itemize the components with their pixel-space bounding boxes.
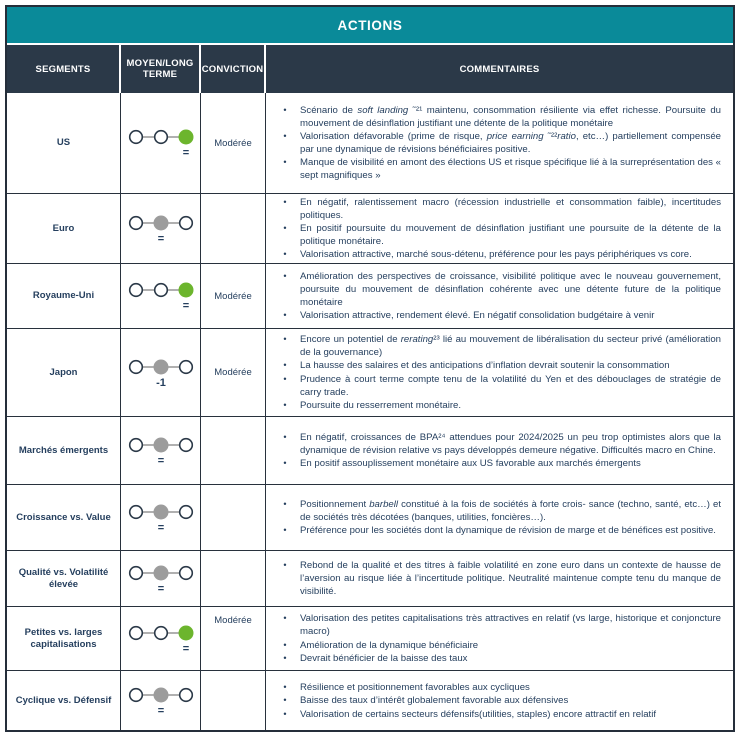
table-title: ACTIONS <box>7 7 733 45</box>
term-indicator <box>124 623 198 655</box>
comment-text: En négatif, croissances de BPA²⁴ attendues pour 2024/2025 un peu trop optimistes alors que la dynamique de révision relative vs pays développés demeure négative. Difficultés macro en Chine. <box>300 431 721 456</box>
comments-cell <box>266 551 733 606</box>
comment-text: Prudence à court terme compte tenu de la volatilité du Yen et des débouclages de stratégie de carry trade. <box>300 373 721 398</box>
comments-cell <box>266 329 733 416</box>
conviction-value: Modérée <box>201 93 266 193</box>
comment-text: Valorisation des petites capitalisations très attractives en relatif (vs large, historique et conjoncture macro) <box>300 613 721 638</box>
term-indicator <box>124 435 198 467</box>
bullet-icon: • <box>283 498 287 509</box>
indicator-filled-dot <box>153 359 168 374</box>
comment-text: La hausse des salaires et des anticipations d’inflation devrait soutenir la consommation <box>300 360 670 372</box>
comment-bullet <box>270 156 721 182</box>
comment-bullet <box>270 559 721 598</box>
indicator-filled-dot <box>153 565 168 580</box>
indicator-empty-dot <box>154 131 167 144</box>
table-row <box>7 417 733 485</box>
table-row <box>7 329 733 417</box>
comment-bullet <box>270 457 721 470</box>
comments-cell <box>266 607 733 670</box>
comment-bullet <box>270 399 721 412</box>
comment-text: Valorisation de certains secteurs défensifs(utilities, staples) encore attractif en relatif <box>300 708 657 720</box>
term-indicator-cell <box>121 264 201 328</box>
bullet-icon: • <box>283 373 287 384</box>
indicator-empty-dot <box>129 284 142 297</box>
indicator-empty-dot <box>179 216 192 229</box>
table-row <box>7 264 733 329</box>
indicator-empty-dot <box>154 626 167 639</box>
comments-cell <box>266 417 733 484</box>
bullet-icon: • <box>283 222 287 233</box>
term-indicator-cell <box>121 485 201 550</box>
bullet-icon: • <box>283 613 287 624</box>
indicator-filled-dot <box>153 437 168 452</box>
indicator-empty-dot <box>179 566 192 579</box>
indicator-label: = <box>182 300 189 312</box>
comments-cell <box>266 671 733 730</box>
indicator-empty-dot <box>179 689 192 702</box>
bullet-icon: • <box>283 431 287 442</box>
bullet-icon: • <box>283 334 287 345</box>
bullet-icon: • <box>283 104 287 115</box>
table-row <box>7 671 733 730</box>
term-indicator-cell <box>121 607 201 670</box>
conviction-value: Modérée <box>201 264 266 328</box>
column-header-segments: SEGMENTS <box>7 45 121 93</box>
comment-text: Préférence pour les sociétés dont la dynamique de révision de marge et de bénéfices est positive. <box>300 525 716 537</box>
comment-bullet <box>270 652 721 665</box>
comment-bullet <box>270 248 721 261</box>
comment-text: Positionnement barbell constitué à la fois de sociétés à forte crois- sance (techno, santé, etc…) et de sociétés très décotées (banques, utilities, foncières…). <box>300 498 721 523</box>
segment-label: Croissance vs. Value <box>7 485 121 550</box>
conviction-value <box>201 551 266 606</box>
indicator-filled-dot <box>178 130 193 145</box>
conviction-value <box>201 671 266 730</box>
comment-bullet <box>270 359 721 372</box>
actions-table <box>5 5 735 732</box>
bullet-icon: • <box>283 270 287 281</box>
indicator-empty-dot <box>129 216 142 229</box>
column-header-conviction: CONVICTION <box>201 45 266 93</box>
table-row <box>7 551 733 607</box>
table-row <box>7 194 733 264</box>
comments-cell <box>266 264 733 328</box>
segment-label: Qualité vs. Volatilité élevée <box>7 551 121 606</box>
comment-text: Rebond de la qualité et des titres à faible volatilité en zone euro dans un contexte de hausse de l’aversion au risque liée à l’incertitude politique. Neutralité maintenue compte tenu du manque de visibilité. <box>300 559 721 598</box>
comment-bullet <box>270 333 721 359</box>
comment-bullet <box>270 222 721 248</box>
term-indicator-cell <box>121 671 201 730</box>
term-indicator <box>124 280 198 312</box>
indicator-empty-dot <box>129 626 142 639</box>
comment-bullet <box>270 708 721 721</box>
segment-label: Japon <box>7 329 121 416</box>
column-header-comments: COMMENTAIRES <box>459 63 540 75</box>
indicator-filled-dot <box>178 625 193 640</box>
comment-text: En négatif, ralentissement macro (récession industrielle et consommation faible), incertitudes politiques. <box>300 196 721 221</box>
comment-text: Résilience et positionnement favorables aux cycliques <box>300 682 530 694</box>
indicator-empty-dot <box>129 505 142 518</box>
indicator-empty-dot <box>129 438 142 451</box>
indicator-label: = <box>157 232 164 245</box>
indicator-label: = <box>157 454 164 467</box>
comment-text: Encore un potentiel de rerating²³ lié au mouvement de libéralisation du secteur privé (amélioration de la gouvernance) <box>300 334 721 359</box>
comment-text: Poursuite du resserrement monétaire. <box>300 399 462 411</box>
indicator-label: = <box>157 521 164 534</box>
indicator-empty-dot <box>179 360 192 373</box>
conviction-value <box>201 485 266 550</box>
comment-bullet <box>270 130 721 156</box>
term-indicator-cell <box>121 194 201 263</box>
bullet-icon: • <box>283 559 287 570</box>
comments-cell <box>266 93 733 193</box>
term-indicator <box>124 127 198 159</box>
table-rows <box>7 93 733 730</box>
bullet-icon: • <box>283 399 287 410</box>
conviction-value: Modérée <box>201 329 266 416</box>
bullet-icon: • <box>283 708 287 719</box>
comment-bullet <box>270 498 721 524</box>
indicator-filled-dot <box>153 688 168 703</box>
comment-text: Valorisation défavorable (prime de risque, price earning ˜²²ratio, etc…) partiellement compensée par une dynamique de révisions bénéficiaires positive. <box>300 130 722 155</box>
bullet-icon: • <box>283 639 287 650</box>
comments-cell <box>266 194 733 263</box>
bullet-icon: • <box>283 458 287 469</box>
indicator-label: -1 <box>155 376 166 389</box>
term-indicator <box>124 357 198 389</box>
comment-text: En positif poursuite du mouvement de désinflation justifiant une poursuite de la détente de la politique monétaire. <box>300 222 721 248</box>
comment-text: Manque de visibilité en amont des élections US et risque spécifique lié à la surreprésentation des « sept magnifiques » <box>300 157 721 182</box>
term-indicator <box>124 563 198 595</box>
term-indicator <box>124 213 198 245</box>
segment-label: Cyclique vs. Défensif <box>7 671 121 730</box>
comment-bullet <box>270 309 721 322</box>
comment-text: Valorisation attractive, marché sous-détenu, préférence pour les pays périphériques vs core. <box>300 249 692 261</box>
comment-text: Amélioration des perspectives de croissance, visibilité politique avec le nouveau gouvernement, poursuite du mouvement de désinflation cohérente avec une détente future de la politique monétaire <box>300 270 721 308</box>
term-indicator <box>124 685 198 717</box>
comment-bullet <box>270 270 721 309</box>
table-row <box>7 485 733 551</box>
comment-bullet <box>270 373 721 399</box>
indicator-empty-dot <box>129 566 142 579</box>
bullet-icon: • <box>283 695 287 706</box>
comment-bullet <box>270 639 721 652</box>
term-indicator <box>124 502 198 534</box>
comment-text: Scénario de soft landing ˜²¹ maintenu, consommation résiliente via effet richesse. Poursuite du mouvement de désinflation justifiant une détente de la politique monétaire <box>300 104 721 129</box>
indicator-filled-dot <box>178 283 193 298</box>
bullet-icon: • <box>283 157 287 168</box>
comment-text: Valorisation attractive, rendement élevé. En négatif consolidation budgétaire à venir <box>300 310 655 322</box>
comment-text: En positif assouplissement monétaire aux US favorable aux marchés émergents <box>300 458 641 470</box>
comments-cell <box>266 485 733 550</box>
table-row <box>7 93 733 194</box>
term-indicator-cell <box>121 551 201 606</box>
comment-text: Amélioration de la dynamique bénéficiaire <box>300 639 479 651</box>
bullet-icon: • <box>283 249 287 260</box>
segment-label: Marchés émergents <box>7 417 121 484</box>
conviction-value <box>201 417 266 484</box>
column-header-term: MOYEN/LONG TERME <box>121 45 201 93</box>
indicator-label: = <box>157 582 164 595</box>
indicator-filled-dot <box>153 504 168 519</box>
comment-bullet <box>270 104 721 130</box>
indicator-empty-dot <box>129 131 142 144</box>
comment-bullet <box>270 612 721 638</box>
table-row <box>7 607 733 671</box>
segment-label: US <box>7 93 121 193</box>
conviction-value <box>201 194 266 263</box>
indicator-empty-dot <box>179 438 192 451</box>
segment-label: Euro <box>7 194 121 263</box>
indicator-label: = <box>182 642 189 655</box>
comment-bullet <box>270 524 721 537</box>
comment-bullet <box>270 694 721 707</box>
comment-bullet <box>270 196 721 222</box>
indicator-empty-dot <box>129 689 142 702</box>
comment-bullet <box>270 681 721 694</box>
segment-label: Petites vs. larges capitalisations <box>7 607 121 670</box>
indicator-filled-dot <box>153 215 168 230</box>
conviction-value: Modérée <box>201 607 266 670</box>
bullet-icon: • <box>283 310 287 321</box>
comment-bullet <box>270 431 721 457</box>
indicator-empty-dot <box>129 360 142 373</box>
indicator-label: = <box>157 705 164 717</box>
comment-text: Baisse des taux d’intérêt globalement favorable aux défensives <box>300 695 569 707</box>
table-header-row <box>7 45 733 93</box>
term-indicator-cell <box>121 417 201 484</box>
bullet-icon: • <box>283 525 287 536</box>
term-indicator-cell <box>121 329 201 416</box>
bullet-icon: • <box>283 130 287 141</box>
indicator-empty-dot <box>179 505 192 518</box>
indicator-empty-dot <box>154 284 167 297</box>
bullet-icon: • <box>283 682 287 693</box>
bullet-icon: • <box>283 360 287 371</box>
comment-text: Devrait bénéficier de la baisse des taux <box>300 652 468 664</box>
term-indicator-cell <box>121 93 201 193</box>
indicator-label: = <box>182 147 189 159</box>
bullet-icon: • <box>283 652 287 663</box>
bullet-icon: • <box>283 196 287 207</box>
segment-label: Royaume-Uni <box>7 264 121 328</box>
